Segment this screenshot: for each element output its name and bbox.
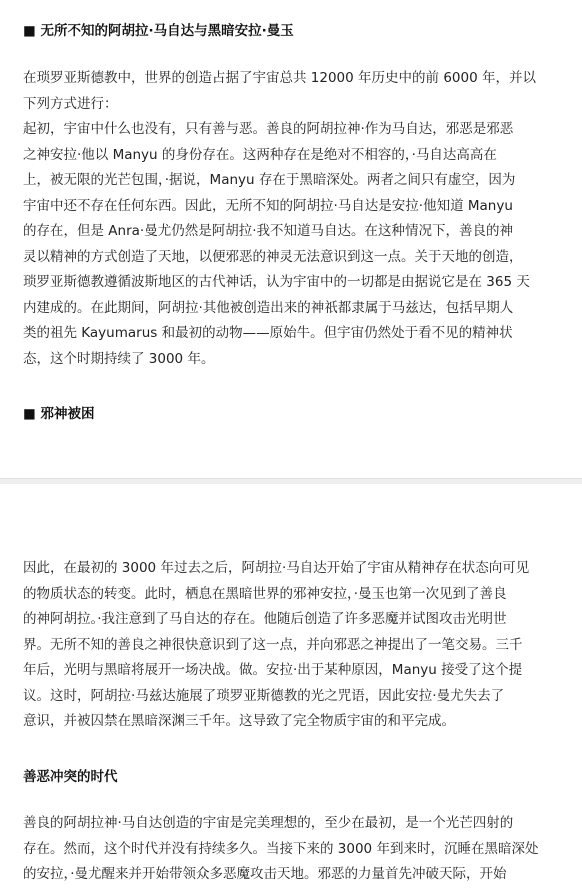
text-line: 上，被无限的光芒包围，·据说，Manyu 存在于黑暗深处。两者之间只有虚空，因为 bbox=[23, 172, 516, 188]
text-line: 善良的阿胡拉神·马自达创造的宇宙是完美理想的，至少在最初，是一个光芒四射的 bbox=[23, 815, 514, 831]
trapped-paragraph bbox=[23, 556, 563, 735]
text-line: 的神阿胡拉。·我注意到了马自达的存在。他随后创造了许多恶魔并试图攻击光明世 bbox=[23, 611, 507, 627]
text-line: 的安拉，·曼尤醒来并开始带领众多恶魔攻击天地。邪恶的力量首先冲破天际，开始 bbox=[23, 866, 507, 882]
text-line: 在琐罗亚斯德教中，世界的创造占据了宇宙总共 12000 年历史中的前 6000 年，并以 bbox=[23, 70, 536, 86]
text-line: 内建成的。在此期间，阿胡拉·其他被创造出来的神祇都隶属于马兹达，包括早期人 bbox=[23, 299, 514, 316]
section-heading-ahura-mazda: ■ 无所不知的阿胡拉·马自达与黑暗安拉·曼玉 bbox=[23, 23, 294, 39]
text-line: 界。无所不知的善良之神很快意识到了这一点，并向邪恶之神提出了一笔交易。三千 bbox=[23, 636, 523, 653]
text-line: 存在。然而，这个时代并没有持续多久。当接下来的 3000 年到来时，沉睡在黑暗深处 bbox=[23, 840, 539, 857]
text-line: 议。这时，阿胡拉·马兹达施展了琐罗亚斯德教的光之咒语，因此安拉·曼尤失去了 bbox=[23, 687, 505, 704]
text-line: 之神安拉·他以 Manyu 的身份存在。这两种存在是绝对不相容的，·马自达高高在 bbox=[23, 146, 497, 163]
conflict-paragraph bbox=[23, 811, 563, 888]
text-line: 琐罗亚斯德教遵循波斯地区的古代神话，认为宇宙中的一切都是由据说它是在 365 天 bbox=[23, 274, 530, 290]
section-heading-evil-god-trapped: ■ 邪神被困 bbox=[23, 406, 95, 422]
text-line: 的物质状态的转变。此时，栖息在黑暗世界的邪神安拉，·曼玉也第一次见到了善良 bbox=[23, 585, 507, 602]
text-line: 下列方式进行： bbox=[23, 95, 118, 112]
intro-paragraph bbox=[23, 66, 563, 117]
text-line: 的存在，但是 Anra·曼尤仍然是阿胡拉·我不知道马自达。在这种情况下，善良的神 bbox=[23, 223, 513, 239]
text-line: 起初，宇宙中什么也没有，只有善与恶。善良的阿胡拉神·作为马自达，邪恶是邪恶 bbox=[23, 121, 514, 137]
text-line: 意识，并被囚禁在黑暗深渊三千年。这导致了完全物质宇宙的和平完成。 bbox=[23, 713, 455, 729]
text-line: 年后，光明与黑暗将展开一场决战。做。安拉·出于某种原因，Manyu 接受了这个提 bbox=[23, 662, 523, 678]
creation-paragraph bbox=[23, 117, 563, 372]
text-line: 灵以精神的方式创造了天地，以便邪恶的神灵无法意识到这一点。关于天地的创造， bbox=[23, 248, 523, 265]
page-lower bbox=[0, 484, 582, 892]
text-line: 态，这个时期持续了 3000 年。 bbox=[23, 350, 215, 367]
text-line: 宇宙中还不存在任何东西。因此，无所不知的阿胡拉·马自达是安拉·他知道 Manyu bbox=[23, 197, 513, 214]
text-line: 因此，在最初的 3000 年过去之后，阿胡拉·马自达开始了宇宙从精神存在状态向可见 bbox=[23, 560, 530, 576]
section-heading-conflict-era: 善恶冲突的时代 bbox=[23, 769, 118, 785]
text-line: 类的祖先 Kayumarus 和最初的动物——原始牛。但宇宙仍然处于看不见的精神状 bbox=[23, 325, 513, 341]
